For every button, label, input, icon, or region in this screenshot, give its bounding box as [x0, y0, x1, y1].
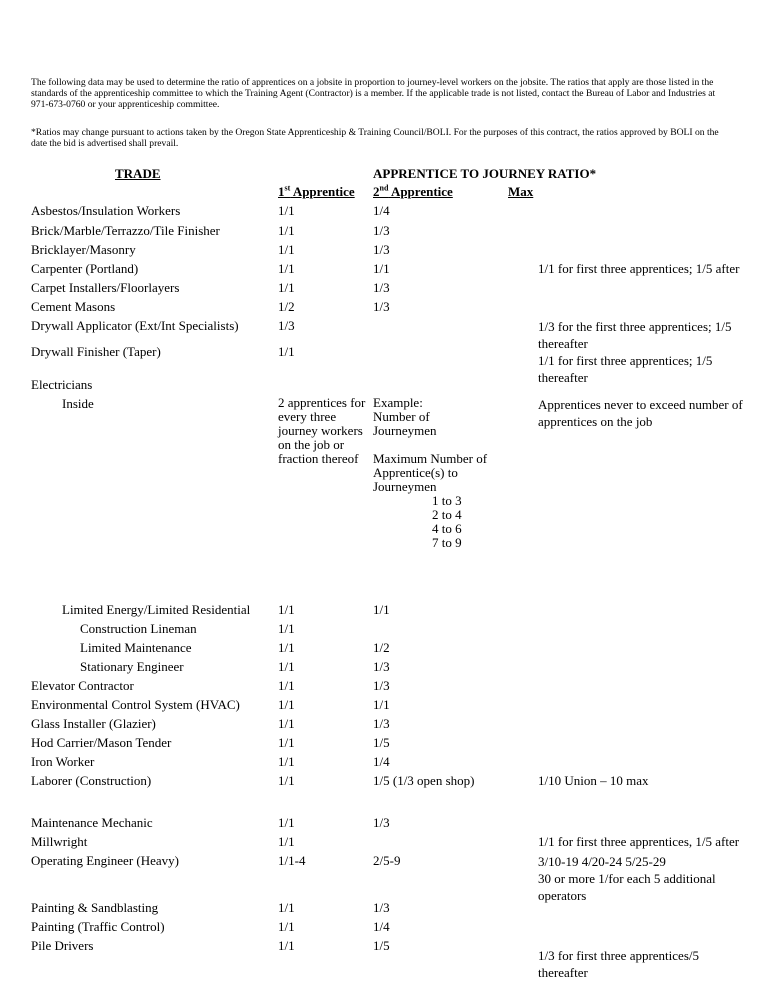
first-apprentice-ratio: 1/1-4 [278, 853, 306, 868]
first-apprentice-ratio: 1/1 [278, 223, 295, 238]
first-apprentice-ratio: 1/1 [278, 754, 295, 769]
second-apprentice-ratio: 1/3 [373, 716, 390, 731]
second-apprentice-ratio: 1/3 [373, 900, 390, 915]
trade-name: Bricklayer/Masonry [31, 242, 136, 257]
max-heading: Max [508, 184, 534, 199]
first-num: 1 [278, 184, 285, 199]
trade-name: Operating Engineer (Heavy) [31, 853, 179, 868]
max-ratio-line: thereafter [538, 370, 588, 385]
max-ratio-line: 1/3 for the first three apprentices; 1/5 [538, 319, 732, 334]
second-sup: nd [379, 183, 389, 193]
max-ratio-line: operators [538, 888, 587, 903]
ratio-heading: APPRENTICE TO JOURNEY RATIO* [373, 166, 597, 181]
second-apprentice-ratio: 1/4 [373, 203, 390, 218]
second-apprentice-ratio-line: Journeymen [373, 423, 437, 438]
trade-name: Drywall Applicator (Ext/Int Specialists) [31, 318, 239, 333]
second-apprentice-ratio: 1/1 [373, 261, 390, 276]
second-apprentice-ratio: 1/3 [373, 223, 390, 238]
second-apprentice-ratio: 1/5 [373, 938, 390, 953]
first-label: Apprentice [290, 184, 355, 199]
first-apprentice-ratio: 1/1 [278, 815, 295, 830]
trade-name: Environmental Control System (HVAC) [31, 697, 240, 712]
first-apprentice-ratio: 1/1 [278, 344, 295, 359]
max-ratio: 1/1 for first three apprentices; 1/5 after [538, 261, 740, 276]
second-apprentice-ratio-line: Example: [373, 395, 423, 410]
second-apprentice-ratio: 1/3 [373, 678, 390, 693]
trade-name: Brick/Marble/Terrazzo/Tile Finisher [31, 223, 220, 238]
first-apprentice-ratio-line: fraction thereof [278, 451, 359, 466]
second-num: 2 [373, 184, 380, 199]
second-apprentice-ratio-line: Maximum Number of [373, 451, 488, 466]
first-apprentice-ratio: 1/1 [278, 621, 295, 636]
journeymen-range: 2 to 4 [432, 507, 462, 522]
second-apprentice-ratio: 1/3 [373, 299, 390, 314]
trade-name: Drywall Finisher (Taper) [31, 344, 161, 359]
second-label: Apprentice [388, 184, 453, 199]
max-ratio-line: apprentices on the job [538, 414, 653, 429]
max-ratio-line: 3/10-19 4/20-24 5/25-29 [538, 854, 666, 869]
first-apprentice-heading [278, 184, 355, 199]
first-apprentice-ratio: 1/1 [278, 261, 295, 276]
max-ratio-line: 1/3 for first three apprentices/5 [538, 948, 699, 963]
first-apprentice-ratio: 1/1 [278, 834, 295, 849]
journeymen-range: 4 to 6 [432, 521, 462, 536]
second-apprentice-ratio: 1/2 [373, 640, 390, 655]
trade-name: Electricians [31, 377, 93, 392]
intro-paragraph: The following data may be used to determine the ratio of apprentices on a jobsite in proportion to journey-level workers on the jobsite. The ratios that apply are those listed in the standards of the apprenticeship committee to which the Training Agent (Contractor) is a member. If the applicable trade is not listed, contact the Bureau of Labor and Industries at 971-673-0760 or your apprenticeship committee. [31, 77, 716, 110]
trade-name: Carpet Installers/Floorlayers [31, 280, 180, 295]
first-apprentice-ratio: 1/2 [278, 299, 295, 314]
max-ratio-line: thereafter [538, 336, 588, 351]
max-ratio-line: Apprentices never to exceed number of [538, 397, 743, 412]
second-apprentice-ratio: 1/4 [373, 754, 390, 769]
first-apprentice-ratio: 1/1 [278, 919, 295, 934]
first-apprentice-ratio: 1/1 [278, 602, 295, 617]
second-apprentice-ratio: 1/1 [373, 602, 390, 617]
trade-name: Limited Energy/Limited Residential [62, 602, 251, 617]
trade-name: Painting & Sandblasting [31, 900, 159, 915]
first-apprentice-ratio: 1/1 [278, 242, 295, 257]
second-apprentice-ratio: 1/4 [373, 919, 390, 934]
first-apprentice-ratio: 1/1 [278, 900, 295, 915]
second-apprentice-ratio: 1/5 (1/3 open shop) [373, 773, 475, 788]
max-ratio-line: 30 or more 1/for each 5 additional [538, 871, 716, 886]
trade-name: Laborer (Construction) [31, 773, 152, 788]
first-apprentice-ratio: 1/1 [278, 280, 295, 295]
trade-name: Carpenter (Portland) [31, 261, 139, 276]
first-apprentice-ratio: 1/3 [278, 318, 295, 333]
second-apprentice-ratio: 1/1 [373, 697, 390, 712]
trade-heading: TRADE [115, 166, 161, 181]
max-ratio-line: 1/1 for first three apprentices; 1/5 [538, 353, 713, 368]
ratio-note: *Ratios may change pursuant to actions taken by the Oregon State Apprenticeship & Training Council/BOLI. For the purposes of this contract, the ratios approved by BOLI on the date the bid is advertised shall prevail. [31, 127, 719, 149]
first-apprentice-ratio-line: every three [278, 409, 337, 424]
first-apprentice-ratio: 1/1 [278, 938, 295, 953]
max-ratio-line: thereafter [538, 965, 588, 980]
trade-name: Construction Lineman [80, 621, 197, 636]
max-ratio: 1/1 for first three apprentices, 1/5 after [538, 834, 740, 849]
first-apprentice-ratio: 1/1 [278, 697, 295, 712]
second-apprentice-ratio-line: Number of [373, 409, 430, 424]
trade-name: Iron Worker [31, 754, 95, 769]
first-apprentice-ratio: 1/1 [278, 678, 295, 693]
journeymen-range: 7 to 9 [432, 535, 462, 550]
trade-name: Millwright [31, 834, 88, 849]
second-apprentice-ratio: 1/3 [373, 280, 390, 295]
first-apprentice-ratio: 1/1 [278, 659, 295, 674]
first-apprentice-ratio-line: journey workers [278, 423, 363, 438]
second-apprentice-ratio: 1/3 [373, 815, 390, 830]
first-apprentice-ratio: 1/1 [278, 640, 295, 655]
second-apprentice-ratio: 1/5 [373, 735, 390, 750]
second-apprentice-ratio: 1/3 [373, 242, 390, 257]
trade-name: Inside [62, 396, 94, 411]
first-apprentice-ratio-line: 2 apprentices for [278, 395, 366, 410]
trade-name: Asbestos/Insulation Workers [31, 203, 181, 218]
trade-name: Painting (Traffic Control) [31, 919, 165, 934]
second-apprentice-heading [373, 184, 453, 199]
first-apprentice-ratio: 1/1 [278, 716, 295, 731]
max-ratio: 1/10 Union – 10 max [538, 773, 649, 788]
trade-name: Hod Carrier/Mason Tender [31, 735, 172, 750]
trade-name: Cement Masons [31, 299, 116, 314]
trade-name: Limited Maintenance [80, 640, 192, 655]
first-apprentice-ratio-line: on the job or [278, 437, 345, 452]
trade-name: Glass Installer (Glazier) [31, 716, 156, 731]
first-apprentice-ratio: 1/1 [278, 203, 295, 218]
first-apprentice-ratio: 1/1 [278, 735, 295, 750]
second-apprentice-ratio-line: Journeymen [373, 479, 437, 494]
second-apprentice-ratio-line: Apprentice(s) to [373, 465, 458, 480]
trade-name: Elevator Contractor [31, 678, 134, 693]
journeymen-range: 1 to 3 [432, 493, 462, 508]
second-apprentice-ratio: 1/3 [373, 659, 390, 674]
first-sup: st [284, 183, 291, 193]
trade-name: Pile Drivers [31, 938, 94, 953]
trade-name: Maintenance Mechanic [31, 815, 153, 830]
trade-name: Stationary Engineer [80, 659, 184, 674]
first-apprentice-ratio: 1/1 [278, 773, 295, 788]
second-apprentice-ratio: 2/5-9 [373, 853, 401, 868]
